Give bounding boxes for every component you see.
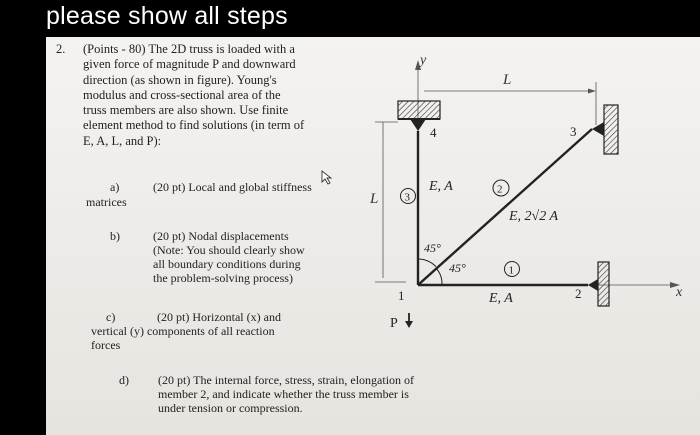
pin-support-node4 bbox=[410, 119, 426, 131]
member-2-number: 2 bbox=[497, 183, 503, 196]
node-3-label: 3 bbox=[570, 124, 577, 139]
pin-support-node3 bbox=[592, 122, 604, 136]
intro-line: E, A, L, and P): bbox=[83, 133, 162, 148]
angle-arc-upper bbox=[418, 259, 436, 267]
part-d-line: under tension or compression. bbox=[158, 401, 303, 415]
node-4-label: 4 bbox=[430, 125, 437, 140]
part-d-line: (20 pt) The internal force, stress, strain, elongation of bbox=[158, 373, 415, 387]
pin-support-node2 bbox=[588, 279, 598, 291]
part-b-line: the problem-solving process) bbox=[153, 271, 293, 285]
node-1-label: 1 bbox=[398, 288, 405, 303]
part-a-cont: matrices bbox=[86, 195, 127, 209]
member-1-number: 1 bbox=[508, 264, 514, 277]
header-title: please show all steps bbox=[46, 2, 288, 30]
part-c-label: c) bbox=[106, 310, 116, 324]
member-2 bbox=[418, 129, 592, 285]
angle-upper-label: 45° bbox=[424, 241, 441, 255]
part-d-label: d) bbox=[119, 373, 129, 387]
wall-support-node2 bbox=[598, 262, 609, 306]
intro-line: element method to find solutions (in term of bbox=[83, 118, 305, 133]
wall-support-right bbox=[604, 105, 618, 154]
wall-support-top bbox=[398, 101, 440, 119]
member-3-props: E, A bbox=[429, 179, 453, 194]
part-c-text: (20 pt) Horizontal (x) and bbox=[157, 310, 281, 324]
intro-line: truss members are also shown. Use finite bbox=[83, 103, 289, 118]
part-d-line: member 2, and indicate whether the truss member is bbox=[158, 387, 409, 401]
part-b-line: (20 pt) Nodal displacements bbox=[153, 229, 289, 243]
angle-arc-lower bbox=[436, 268, 442, 285]
dim-L-top-label: L bbox=[503, 72, 512, 88]
member-2-props: E, 2√2 A bbox=[509, 209, 559, 224]
y-axis-label: y bbox=[420, 53, 427, 68]
node-2-label: 2 bbox=[575, 286, 582, 301]
angle-lower-label: 45° bbox=[449, 261, 466, 275]
part-b-line: (Note: You should clearly show bbox=[153, 243, 305, 257]
part-c-line: vertical (y) components of all reaction bbox=[91, 324, 275, 338]
intro-line: (Points - 80) The 2D truss is loaded with a bbox=[83, 42, 295, 56]
intro-line: given force of magnitude P and downward bbox=[83, 57, 296, 72]
part-b-line: all boundary conditions during bbox=[153, 257, 301, 271]
load-arrow-head bbox=[405, 321, 413, 328]
load-P-label: P bbox=[390, 316, 398, 331]
part-a-text: (20 pt) Local and global stiffness bbox=[153, 180, 312, 194]
dim-L-left-label: L bbox=[370, 191, 379, 207]
part-c-line: forces bbox=[91, 338, 121, 352]
part-a-label: a) bbox=[110, 180, 120, 194]
x-axis-label: x bbox=[676, 285, 683, 300]
intro-line: modulus and cross-sectional area of the bbox=[83, 87, 281, 102]
problem-number: 2. bbox=[56, 42, 66, 56]
intro-line: direction (as shown in figure). Young's bbox=[83, 72, 277, 87]
member-3-number: 3 bbox=[404, 191, 410, 204]
dim-L-top-arrow bbox=[588, 89, 596, 94]
part-b-label: b) bbox=[110, 229, 120, 243]
member-1-props: E, A bbox=[489, 291, 513, 306]
